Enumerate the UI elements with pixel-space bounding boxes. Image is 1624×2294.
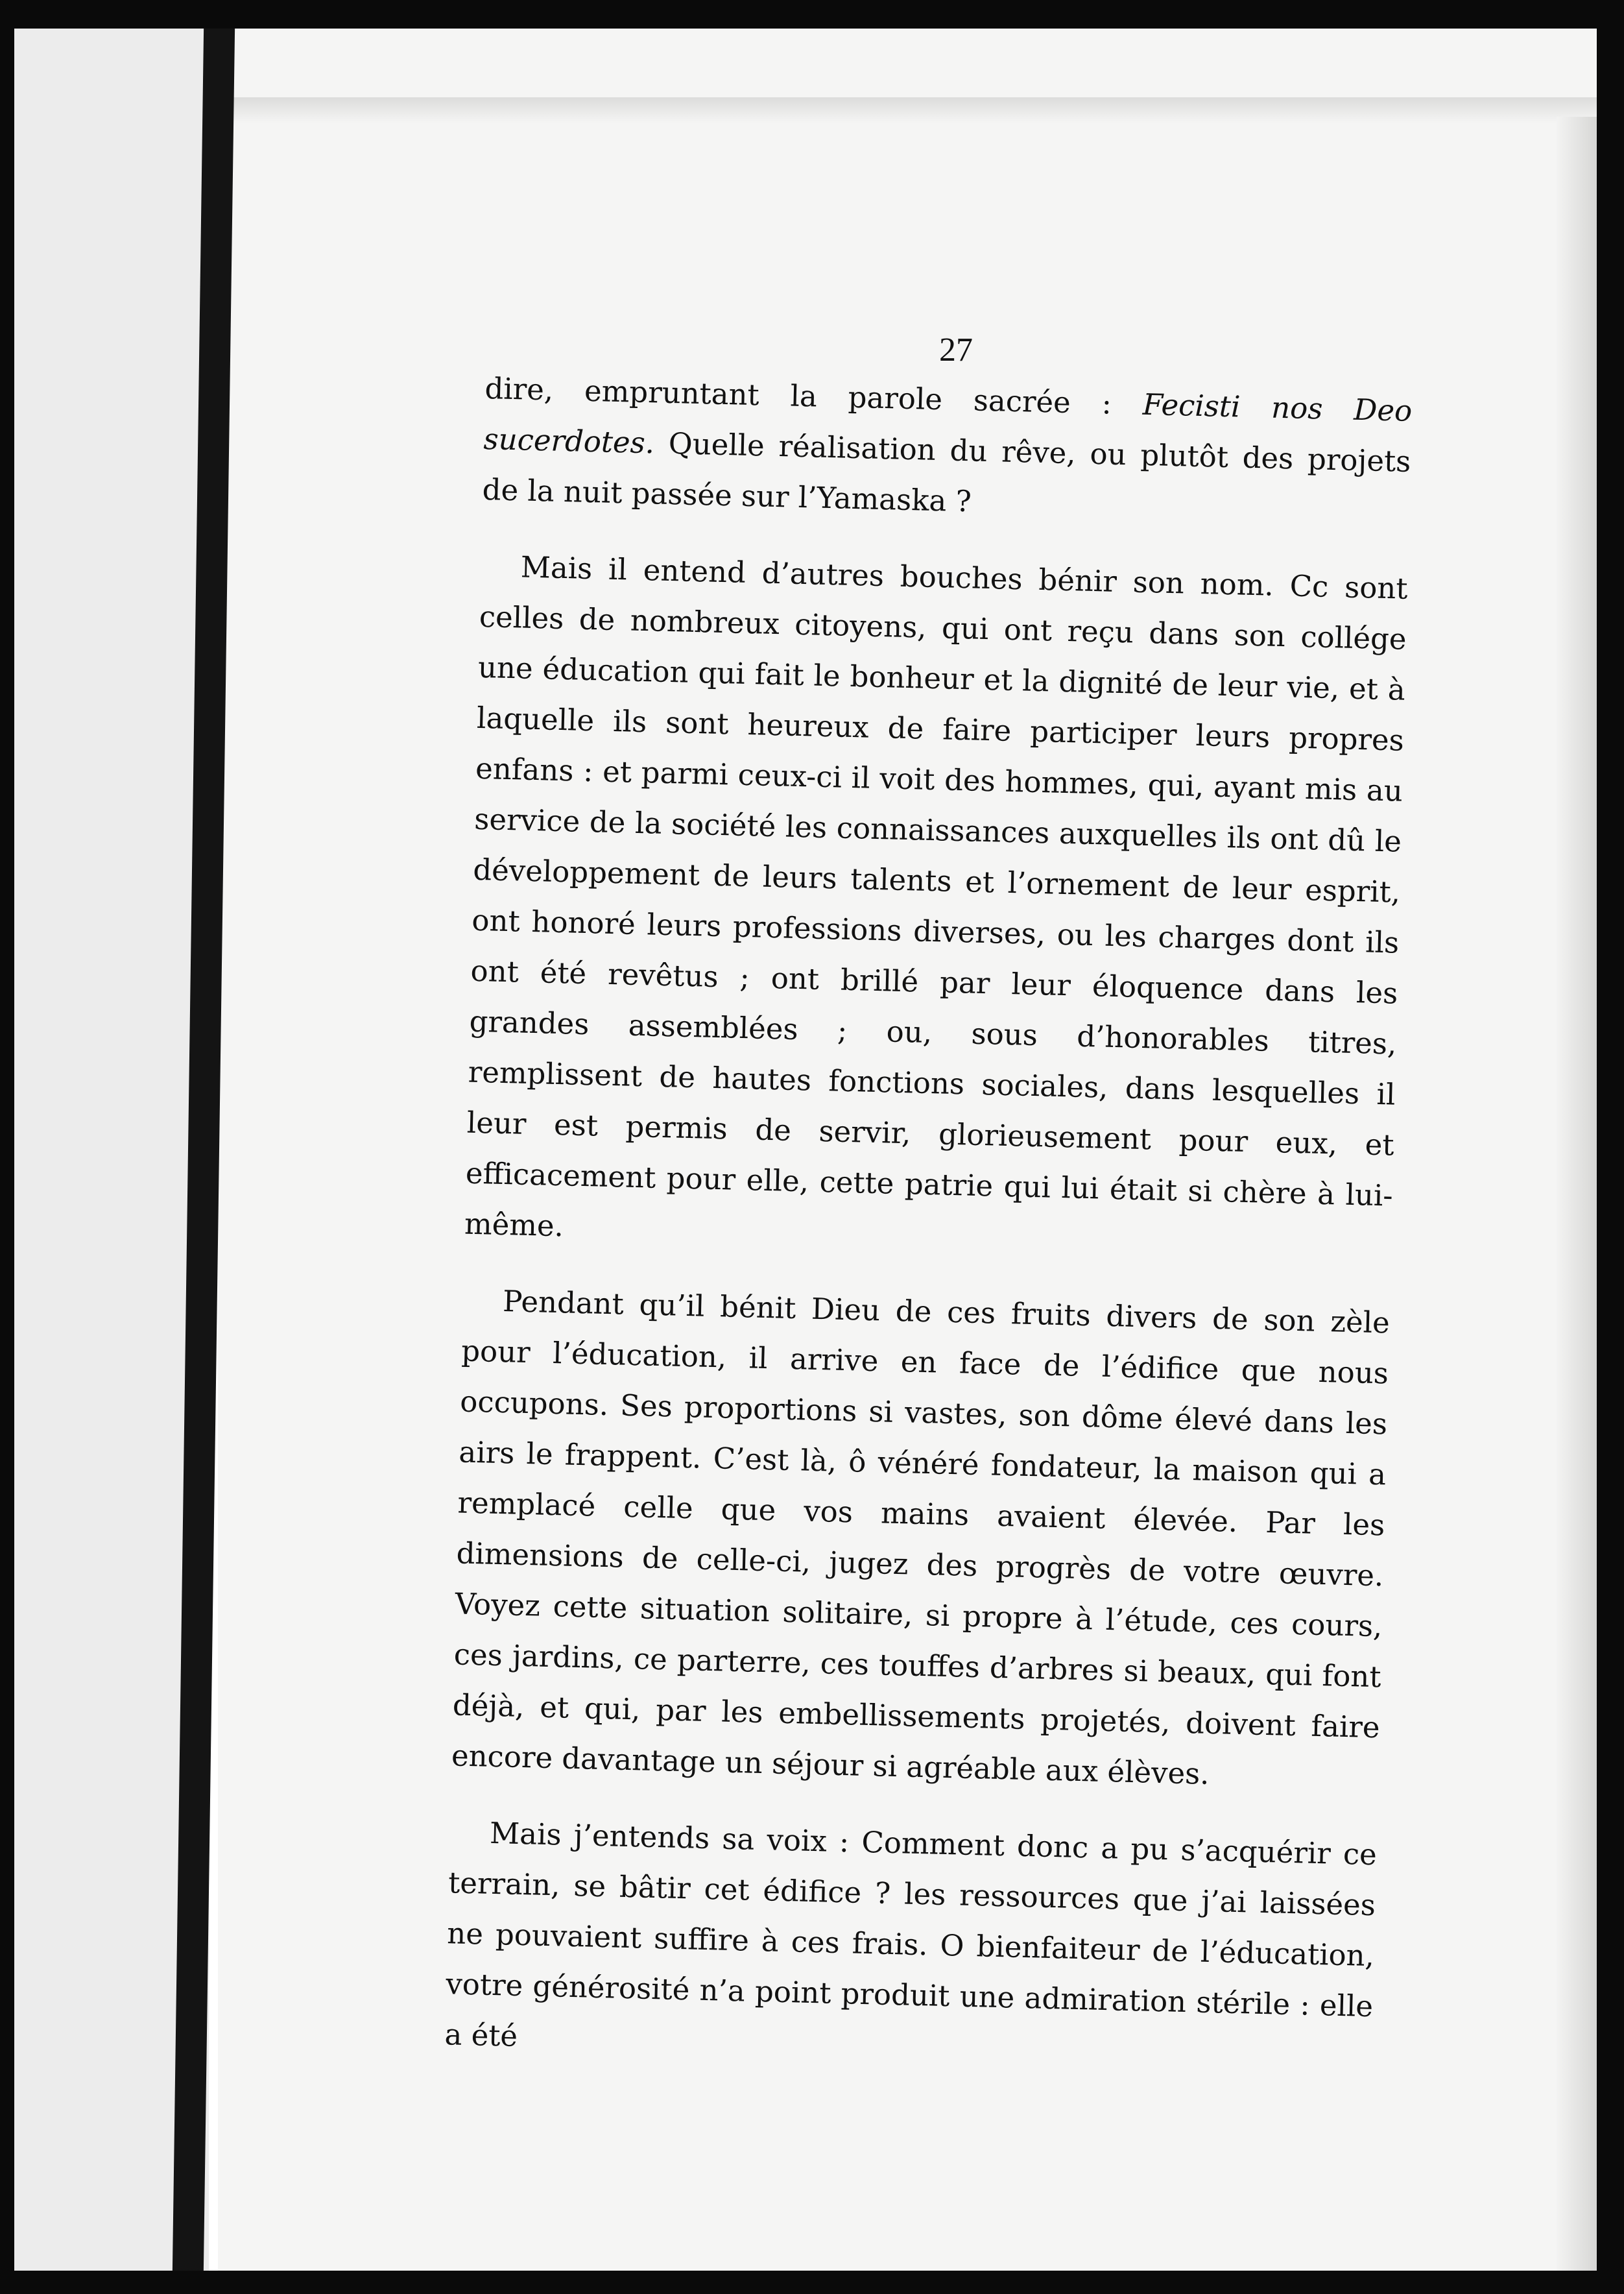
paragraph-1-lead: dire, empruntant la parole sacrée : [484, 370, 1143, 422]
page-right-shadow [1557, 117, 1597, 2271]
scan-border-bottom [0, 2271, 1624, 2294]
paragraph-4: Mais j’entends sa voix : Comment donc a pu s’acquérir ce terrain, se bâtir cet édifice ? les ressources que j’ai laissées ne pouvaient suffire à ces frais. O bienfaiteur de l’éducation, votre générosité n’a point produit une admiration stérile : elle a été [444, 1815, 1378, 2053]
paragraph-1-rest: Quelle réalisation du rêve, ou plutôt des projets de la nuit passée sur l’Yamaska ? [482, 426, 1411, 519]
scan-border-top [0, 0, 1624, 29]
paragraph-3: Pendant qu’il bénit Dieu de ces fruits divers de son zèle pour l’éducation, il arrive en face de l’édifice que nous occupons. Ses proportions si vastes, son dôme élevé dans les airs le frappent. C’est là, ô vénéré fondateur, la maison qui a remplacé celle que vos mains avaient élevée. Par les dimensions de celle-ci, jugez des progrès de votre œuvre. Voyez cette situation solitaire, si propre à l’étude, ces cours, ces jardins, ce parterre, ces touffes d’arbres si beaux, qui font déjà, et qui, par les embellissements projetés, doivent faire encore davantage un séjour si agréable aux élèves. [451, 1284, 1391, 1791]
page-text [444, 324, 1414, 2083]
latin-quote: Fecisti nos Deo sucerdotes. [483, 387, 1413, 461]
scan-border-right [1597, 0, 1624, 2294]
scan-border-left [0, 0, 14, 2294]
paragraph-1 [482, 363, 1413, 538]
paragraph-2: Mais il entend d’autres bouches bénir son nom. Cc sont celles de nombreux citoyens, qui ont reçu dans son collége une éducation qui fait le bonheur et la dignité de leur vie, et à laquelle ils sont heureux de faire participer leurs propres enfans : et parmi ceux-ci il voit des hommes, qui, ayant mis au service de la société les connaissances auxquelles ils ont dû le développement de leurs talents et l’ornement de leur esprit, ont honoré leurs professions diverses, ou les charges dont ils ont été revêtus ; ont brillé par leur éloquence dans les grandes assemblées ; ou, sous d’honorables titres, remplissent de hautes fonctions sociales, dans lesquelles il leur est permis de servir, glorieusement pour eux, et efficacement pour elle, cette patrie qui lui était si chère à lui-même. [464, 549, 1409, 1244]
page-number: 27 [939, 332, 973, 368]
page-top-shadow [218, 97, 1597, 123]
